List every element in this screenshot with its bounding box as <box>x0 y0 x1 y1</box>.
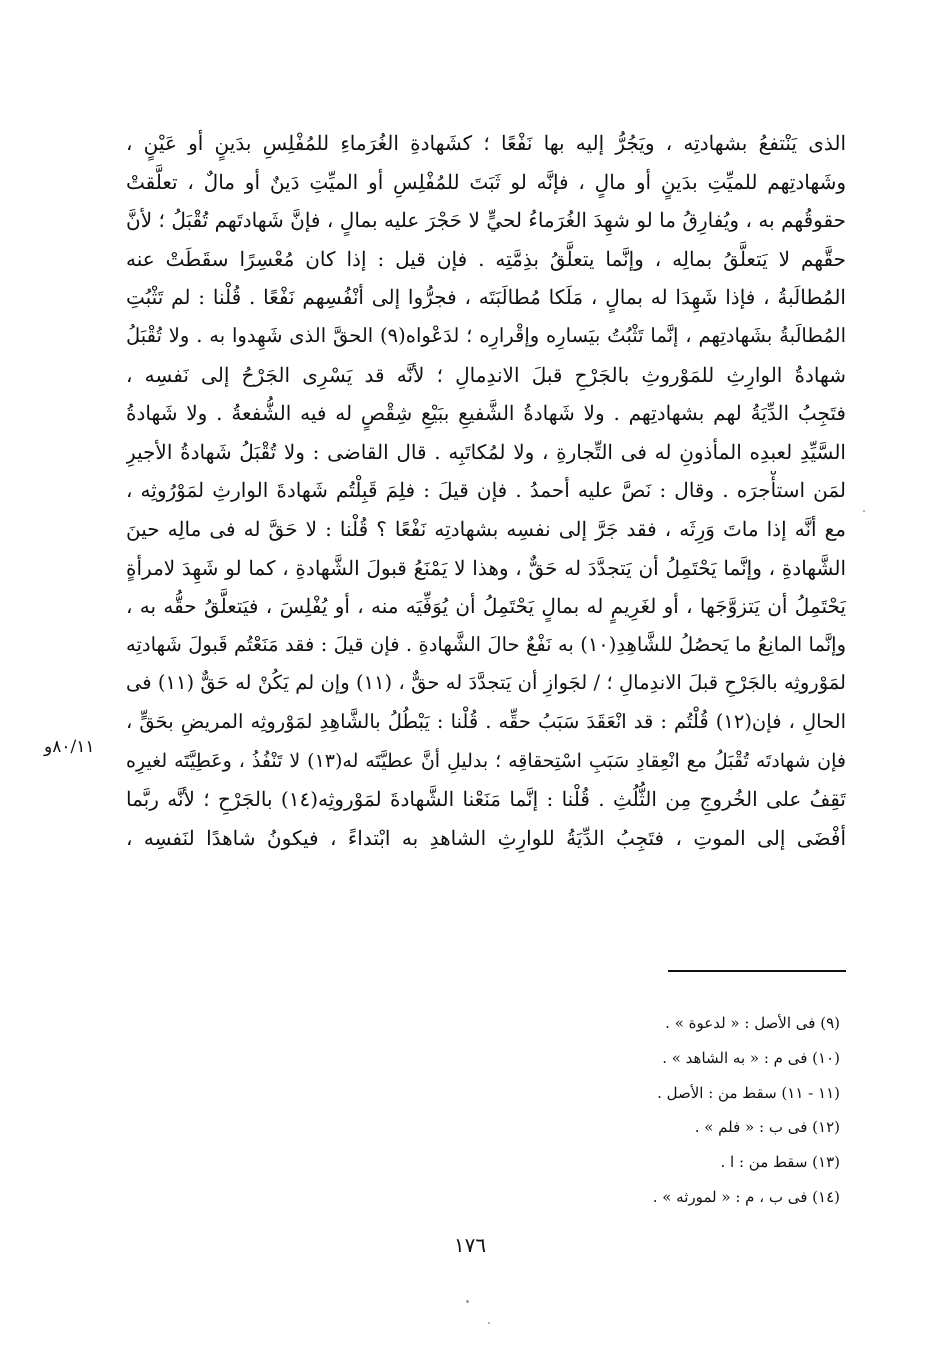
footnote-separator <box>668 970 846 972</box>
text-line: فتَجِبُ الدِّيَةُ لهم بشهادتِهم . ولا شَهادةُ الشَّفيعِ ببَيْعِ شِقْصٍ له فيه الشُّفعةُ . ولا شَهادةُ <box>126 401 846 426</box>
text-line: حقوقُهم به ، ويُفارِقُ ما لو شهِدَ الغُرَماءُ لحيٍّ لا حَجْرَ عليه بمالٍ ، فإنَّ شَهادتَهم تُقْبَلُ ؛ لأنَّ <box>126 208 846 233</box>
text-line: لمَوْروثِه بالجَرْحِ قبلَ الاندِمالِ ؛ / لجَوازِ أن يَتجدَّدَ له حقٌّ ، (١١) وإن لم يَكُنْ له حَقٌّ (١١) فى <box>126 671 846 695</box>
text-line: الحالِ ، فإن(١٢) قُلْتُم : قد انْعَقَدَ سَبَبُ حقِّه . قُلْنا : يَبْطُلُ بالشَّاهِدِ لمَوْروثِه المريضِ بحَقٍّ ، <box>126 709 846 733</box>
text-line: وإنَّما المانِعُ ما يَحصُلُ للشَّاهِدِ(١٠) به نَفْعٌ حالَ الشَّهادةِ . فإن قيلَ : فقد مَنَعْتُم قَبولَ شَهادتِه <box>126 632 846 656</box>
text-line: المُطالَبةُ بشَهادتِهم ، إنَّما تَثْبُتُ بيَسارِه وإقْرارِه ؛ لدَعْواه(٩) الحقَّ الذى شَهِدوا به . ولا تُقْبَلُ <box>126 323 846 347</box>
scan-speck <box>488 1322 490 1324</box>
footnote: (١١ - ١١) سقط من : الأصل . <box>657 1083 840 1102</box>
text-line: يَحْتَمِلُ أن يَتزوَّجَها ، أو لغَرِيمٍ له بمالٍ يَحْتَمِلُ أن يُوَفِّيَه منه ، أو يُفْلِسَ ، فيَتعلَّقُ حقُّه به ، <box>126 594 846 619</box>
footnote: (٩) فى الأصل : « لدعوة » . <box>665 1014 840 1032</box>
text-line: الذى يَنْتفعُ بشهادتِه ، ويَجُرُّ إليه بها نَفْعًا ؛ كشَهادةِ الغُرَماءِ للمُفْلِسِ بدَينٍ أو عَيْنٍ ، <box>126 131 846 155</box>
text-line: السَّيِّدِ لعبدِه المأذونِ له فى التِّجارةِ ، ولا لمُكاتَبِه . قال القاضى : ولا تُقْبَلُ شَهادةُ الأجيرِ <box>126 439 846 464</box>
main-text <box>126 124 846 857</box>
text-line: المُطالَبةُ ، فإذا شَهِدَا له بمالٍ ، مَلَكا مُطالَبَتَه ، فجرُّوا إلى أنْفُسِهم نَفْعًا . قُلْنا : لم تَثْبُتِ <box>126 285 846 310</box>
footnote: (١٢) فى ب : « فلم » . <box>694 1118 840 1137</box>
text-line: الشَّهادةِ ، وإنَّما يَحْتَمِلُ أن يَتجدَّدَ له حَقٌّ ، وهذا لا يَمْنَعُ قبولَ الشَّهادةِ ، كما لو شَهِدَ لامرأةٍ <box>126 555 846 580</box>
text-line: شهادةُ الوارِثِ للمَوْروثِ بالجَرْحِ قبلَ الاندِمالِ ؛ لأنَّه قد يَسْرِى الجَرْحُ إلى نَفسِه ، <box>126 362 846 387</box>
scan-speck <box>863 510 865 512</box>
page-number: ١٧٦ <box>453 1233 487 1257</box>
text-line: تَقِفُ على الخُروجِ مِن الثُّلُثِ . قُلْنا : إنَّما مَنَعْنا الشَّهادةَ لمَوْروثِه(١٤) بالجَرْحِ ؛ لأنَّه ربَّما <box>126 787 846 812</box>
footnote: (١٣) سقط من : ا . <box>720 1153 840 1172</box>
text-line: فإن شهادتَه تُقْبَلُ مع انْعِقادِ سَبَبِ اسْتِحقاقِه ؛ بدليلِ أنَّ عطيَّتَه له(١٣) لا تَنْفُذُ ، وعَطِيَّتَه لغيرِه <box>126 749 846 772</box>
margin-folio-reference: ٨٠/١١و <box>44 737 95 757</box>
footnote: (١٤) فى ب ، م : « لمورثه » . <box>652 1187 840 1206</box>
scan-speck <box>466 1300 469 1303</box>
footnotes <box>430 1006 840 1215</box>
text-line: أفْضَى إلى الموتِ ، فتَجِبُ الدِّيَةُ للوارِثِ الشاهدِ به ابْتداءً ، فيكونُ شاهدًا لنَفسِه ، <box>126 825 846 850</box>
text-line: مع أنَّه إذا ماتَ وَرِثَه ، فقد جَرَّ إلى نفسِه بشهادتِه نَفْعًا ؟ قُلْنا : لا حَقَّ له فى مالِه حينَ <box>126 516 846 541</box>
text-line: وشَهادتِهم للميِّتِ بدَينٍ أو مالٍ ، فإنَّه لو ثَبَتَ للمُفْلِسِ أو الميِّتِ دَينٌ أو مالٌ ، تعلَّقتْ <box>126 169 846 194</box>
text-line: لمَن استأْجرَه . وقال : نَصَّ عليه أحمدُ . فإن قيلَ : فلِمَ قَبِلْتُم شَهادةَ الوارثِ لمَوْرُوثِه ، <box>126 478 846 503</box>
text-line: حقَّهم لا يَتعلَّقُ بمالِه ، وإنَّما يتعلَّقُ بذِمَّتِه . فإن قيل : إذا كان مُعْسِرًا سقَطَتْ عنه <box>126 246 846 271</box>
footnote: (١٠) فى م : « به الشاهد » . <box>662 1048 840 1067</box>
